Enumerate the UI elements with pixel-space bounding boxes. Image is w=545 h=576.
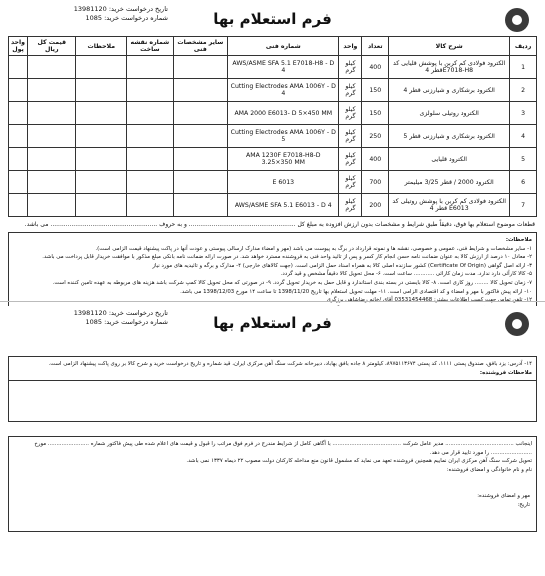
row-cell — [28, 56, 76, 79]
row-unit: کیلو گرم — [339, 171, 362, 194]
row-no: 6 — [510, 171, 537, 194]
supplier-confirmation-box — [8, 436, 537, 532]
row-cell — [9, 79, 28, 102]
form-title: فرم استعلام بها — [213, 314, 332, 332]
row-cell — [28, 171, 76, 194]
request-meta — [18, 309, 168, 327]
supplier-notes-area — [8, 381, 537, 422]
table-row — [9, 56, 537, 79]
row-cell — [173, 79, 228, 102]
row-no: 5 — [510, 148, 537, 171]
row-desc: الکترود 2000 / قطر 3/25 میلیمتر — [389, 171, 510, 194]
row-unit: کیلو گرم — [339, 56, 362, 79]
items-table — [8, 36, 537, 217]
notes-title: ملاحظات: — [505, 237, 532, 243]
row-cell — [9, 125, 28, 148]
col-tech-no: شماره فنی — [228, 37, 339, 56]
table-row — [9, 79, 537, 102]
row-no: 4 — [510, 125, 537, 148]
note-line: ۷- زمان تحویل کالا ........ روز کاری است. ۸- کالا بایستی در بسته بندی استاندارد و قابل حمل به خریدار تحویل گردد. ۹- در صورتی که محل تحویل کالا کمپ شرکت باشد هزینه های مربوطه به عهده تامین کننده است. — [52, 279, 532, 286]
row-tech: AWS/ASME SFA 5.1 E7018-H8 - D 4 — [228, 56, 339, 79]
col-remarks: ملاحظات — [76, 37, 127, 56]
row-cell — [28, 125, 76, 148]
row-cell — [9, 102, 28, 125]
row-no: 3 — [510, 102, 537, 125]
row-cell — [173, 194, 228, 217]
note-line: ۲- معادل ۱۰ درصد از ارزش کالا به عنوان ضمانت نامه حسن انجام کار کسر و پس از تائید واحد فنی به فروشنده مسترد خواهد شد. در صورت ارائه ضمانت نامه بانکی مبلغ مذکور با موافقت خریدار قابل پرداخت می باشد. — [42, 254, 532, 261]
row-cell — [127, 148, 174, 171]
row-qty: 150 — [362, 79, 389, 102]
supplier-notes-title: ملاحظات فروشنده: — [479, 369, 532, 376]
row-unit: کیلو گرم — [339, 79, 362, 102]
row-unit: کیلو گرم — [339, 125, 362, 148]
signature-block — [477, 492, 530, 509]
row-cell — [173, 125, 228, 148]
row-qty: 400 — [362, 56, 389, 79]
row-tech: AWS/ASME SFA 5.1 E6013 - D 4 — [228, 194, 339, 217]
row-no: 1 — [510, 56, 537, 79]
request-date: تاریخ درخواست خرید: 13981120 — [73, 309, 168, 317]
row-cell — [76, 194, 127, 217]
row-desc: الکترود فولادی کم کربن با پوشش قلیایی کد E7018-H8قطر 4 — [389, 56, 510, 79]
confirm-line: نام و نام خانوادگی و امضای فروشنده: — [446, 466, 532, 473]
note-line: ۳- ارائه اصل گواهی (Certificate Of Origin) کشور سازنده اصلی کالا به همراه اسناد حمل الزامی است. (جهت کالاهای خارجی) ۴- مدارک و برگه و تائیدیه های مورد نیاز — [152, 262, 532, 269]
col-qty: تعداد — [362, 37, 389, 56]
row-qty: 700 — [362, 171, 389, 194]
form-header — [8, 2, 537, 36]
row-cell — [127, 194, 174, 217]
inquiry-form-2 — [8, 306, 537, 532]
inquiry-form-1 — [8, 2, 537, 317]
table-row — [9, 171, 537, 194]
row-cell — [127, 125, 174, 148]
total-amount-line: قطعات موضوع استعلام بها فوق، دقیقاً طبق شرایط و مشخصات بدون ارزش افزوده به مبلغ کل ........................................................ و به حروف ........................................................ می باشد. — [24, 221, 535, 228]
col-unit: واحد — [339, 37, 362, 56]
row-unit: کیلو گرم — [339, 102, 362, 125]
row-tech: Cutting Electrodes AMA 1006Y - D 5 — [228, 125, 339, 148]
row-tech: Cutting Electrodes AMA 1006Y - D 4 — [228, 79, 339, 102]
request-date: تاریخ درخواست خرید: 13981120 — [73, 5, 168, 13]
row-cell — [173, 171, 228, 194]
row-cell — [76, 102, 127, 125]
request-number: شماره درخواست خرید: 1085 — [85, 14, 168, 22]
row-desc: الکترود فولادی کم کربن با پوشش روتیلی کد E6013 قطر 4 — [389, 194, 510, 217]
table-row — [9, 102, 537, 125]
page-divider — [0, 301, 545, 302]
row-no: 2 — [510, 79, 537, 102]
row-tech: E 6013 — [228, 171, 339, 194]
col-drawing-no: شماره نقشه ساخت — [127, 37, 174, 56]
row-cell — [76, 148, 127, 171]
row-cell — [173, 148, 228, 171]
row-cell — [28, 79, 76, 102]
row-cell — [9, 171, 28, 194]
row-qty: 150 — [362, 102, 389, 125]
row-qty: 200 — [362, 194, 389, 217]
row-cell — [76, 79, 127, 102]
form-title: فرم استعلام بها — [213, 10, 332, 28]
table-row — [9, 125, 537, 148]
confirm-line: اینجانب ........................................ مدیر عامل شرکت ........................................ با آگاهی کامل از شرایط مندرج در فرم فوق مراتب را قبول و قیمت های اعلام شده طی پیش فاکتور شماره ........................ مورخ ........................ را مورد تایید قرار می دهد. — [34, 441, 532, 456]
row-cell — [127, 56, 174, 79]
col-row: ردیف — [510, 37, 537, 56]
table-row — [9, 194, 537, 217]
address-box — [8, 356, 537, 381]
notes-box — [8, 232, 537, 317]
row-unit: کیلو گرم — [339, 194, 362, 217]
col-other-specs: سایر مشخصات فنی — [173, 37, 228, 56]
request-number: شماره درخواست خرید: 1085 — [85, 318, 168, 326]
seal-and-signature-label: مهر و امضای فروشنده: — [477, 493, 530, 499]
row-cell — [76, 171, 127, 194]
row-qty: 250 — [362, 125, 389, 148]
row-desc: الکترود قلیایی — [389, 148, 510, 171]
row-cell — [76, 56, 127, 79]
row-desc: الکترود برشکاری و شیارزنی قطر 4 — [389, 79, 510, 102]
row-cell — [173, 102, 228, 125]
col-total-price: قیمت کل ریال — [28, 37, 76, 56]
row-cell — [9, 194, 28, 217]
row-cell — [127, 79, 174, 102]
row-qty: 400 — [362, 148, 389, 171]
note-line: ۱۰- ارائه پیش فاکتور با مهر و امضاء و کد اقتصادی الزامی است. ۱۱- مهلت تحویل استعلام بها تاریخ 1398/11/20 تا ساعت ۱۴ مورخ 1398/12/03 می باشد. — [180, 288, 532, 295]
row-desc: الکترود روتیلی سلولزی — [389, 102, 510, 125]
form-header — [8, 306, 537, 340]
confirm-line: تحویل شرکت سنگ آهن مرکزی ایران نماییم همچنین فروشنده تعهد می نماید که مشمول قانون منع مداخله کارکنان دولت مصوب ۲۲ دیماه ۱۳۳۷ نمی باشد. — [186, 458, 532, 465]
row-cell — [28, 148, 76, 171]
row-cell — [127, 102, 174, 125]
table-header-row — [9, 37, 537, 56]
row-cell — [127, 171, 174, 194]
address-text: ۱۴- آدرس: یزد بافق، صندوق پستی ۱۱۱۱، کد پستی ۸۹۷۵۱۱۳۶۷۴، کیلومتر ۸ جاده بافق بهاباد، دبیرخانه شرکت سنگ آهن مرکزی ایران، قید شماره و تاریخ درخواست خرید و شرح کالا بر روی پاکت پیشنهاد الزامی است. — [48, 361, 532, 367]
row-tech: AMA 2000 E6013- D 5×450 MM — [228, 102, 339, 125]
table-row — [9, 148, 537, 171]
col-currency: واحد پول — [9, 37, 28, 56]
row-cell — [28, 194, 76, 217]
row-cell — [76, 125, 127, 148]
col-description: شرح کالا — [389, 37, 510, 56]
row-tech: AMA 1230F E7018-H8-D 3.25×350 MM — [228, 148, 339, 171]
row-cell — [28, 102, 76, 125]
request-meta — [18, 5, 168, 23]
row-cell — [9, 56, 28, 79]
row-unit: کیلو گرم — [339, 148, 362, 171]
row-no: 7 — [510, 194, 537, 217]
date-label: تاریخ: — [517, 501, 530, 508]
row-cell — [173, 56, 228, 79]
note-line: ۵- کالا کارآئی دارد ندارد. مدت زمان کارائی ............ ساعت است. ۶- محل تحویل کالا دقیقاً مشخص و قید گردد. — [280, 271, 532, 278]
row-desc: الکترود برشکاری و شیارزنی قطر 5 — [389, 125, 510, 148]
row-cell — [9, 148, 28, 171]
note-line: ۱- سایر مشخصات و شرایط فنی، عمومی و خصوصی، نقشه ها و نمونه قرارداد در برگ به پیوست می باشد (مهر و امضاء مدارک ارسالی پیوستی و عودت آنها در پاکت پیشنهاد قیمت الزامی است). — [95, 245, 532, 252]
